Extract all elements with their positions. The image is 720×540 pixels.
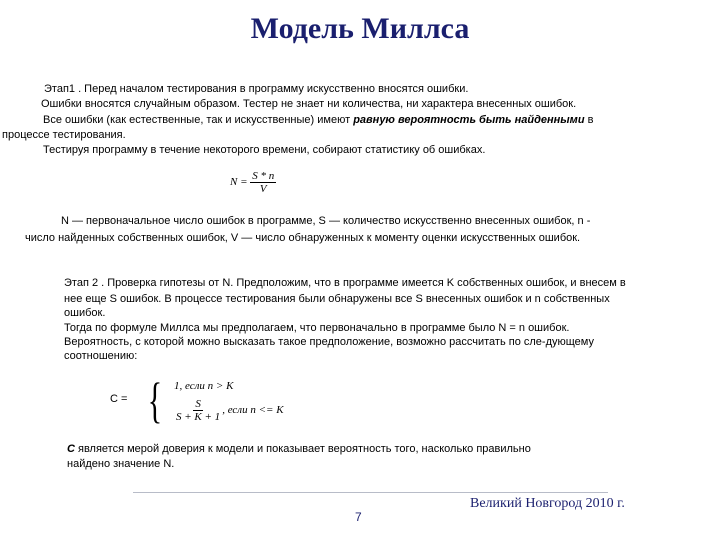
stage2-line6: соотношению: (64, 350, 138, 362)
formula2-case1-condition: , если n > K (179, 380, 234, 392)
stage2-line4: Тогда по формуле Миллса мы предполагаем, что первоначально в программе было N = n ошибок. (64, 322, 570, 334)
stage1-line5: Тестируя программу в течение некоторого времени, собирают статистику об ошибках. (43, 144, 486, 156)
stage2-line3: ошибок. (64, 307, 106, 319)
page-number: 7 (355, 510, 362, 524)
formula1-denominator: V (259, 183, 267, 195)
formula2-case1 (174, 380, 233, 392)
formula2-case2-denominator: S + K + 1 (176, 411, 221, 423)
footer-divider (133, 492, 608, 493)
formula1-fraction (250, 170, 276, 195)
stage2-line5: Вероятность, с которой можно высказать такое предположение, возможно рассчитать по сле-дующему (64, 336, 594, 348)
stage1-line2: Ошибки вносятся случайным образом. Тестер не знает ни количества, ни характера внесенных ошибок. (41, 98, 577, 110)
stage1-line3-pre: Все ошибки (как естественные, так и искусственные) имеют (43, 114, 354, 126)
definitions-line1: N — первоначальное число ошибок в программе, S — количество искусственно внесенных ошибок, n - (61, 215, 591, 227)
formula1-numerator: S * n (252, 170, 275, 182)
formula2-lhs: C = (110, 393, 128, 405)
page-title: Модель Миллса (250, 12, 470, 45)
formula2-case2-numerator: S (195, 398, 201, 410)
formula2-case2-condition: , если n <= K (222, 404, 284, 417)
stage1-line1: Этап1 . Перед началом тестирования в программу искусственно вносятся ошибки. (44, 83, 469, 95)
conclusion-line1-text: является мерой доверия к модели и показывает вероятность того, насколько правильно (74, 443, 531, 455)
definitions-line2: число найденных собственных ошибок, V — число обнаруженных к моменту оценки искусственных ошибок. (25, 232, 581, 244)
conclusion-line2: найдено значение N. (67, 458, 175, 470)
footer-location-year: Великий Новгород 2010 г. (470, 496, 625, 511)
stage2-line1: Этап 2 . Проверка гипотезы от N. Предположим, что в программе имеется K собственных ошибок, и внесем в (64, 277, 626, 289)
formula2-case2-fraction (174, 398, 222, 423)
stage1-line3 (43, 113, 593, 127)
stage2-line2: нее еще S ошибок. В процессе тестирования были обнаружены все S внесенных ошибок и n собственных (64, 293, 610, 305)
formula-mills-n (230, 170, 276, 195)
formula1-lhs: N = (230, 176, 248, 189)
formula2-brace: { (147, 372, 163, 428)
formula2-case2 (174, 398, 284, 423)
formula2-case1-value: 1 (174, 380, 180, 392)
stage1-line3-emphasis: равную вероятность быть найденными (353, 114, 585, 126)
stage1-line3-post: в (584, 114, 594, 126)
conclusion-line1: C является мерой доверия к модели и показывает вероятность того, насколько правильно (67, 443, 531, 455)
stage1-line4: процессе тестирования. (2, 129, 126, 141)
